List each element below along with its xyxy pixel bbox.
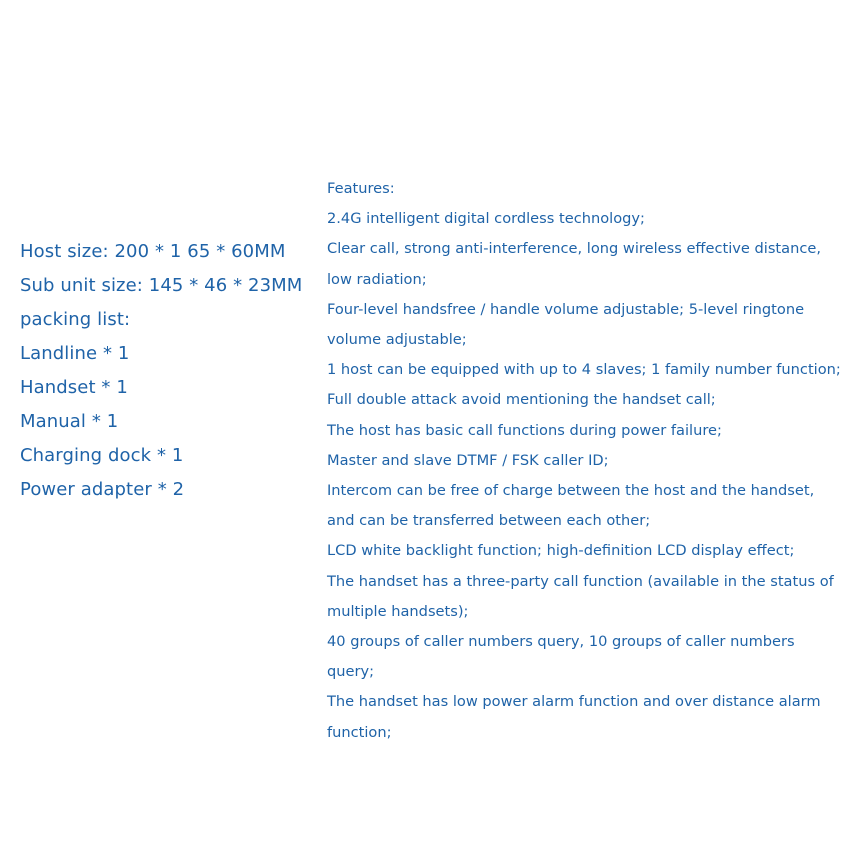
- feature-line: Intercom can be free of charge between the host and the handset, and can be transferred between each other;: [327, 482, 815, 530]
- feature-line: Four-level handsfree / handle volume adjustable; 5-level ringtone volume adjustable;: [327, 300, 805, 349]
- feature-line: Full double attack avoid mentioning the handset call;: [327, 391, 716, 409]
- packing-item: Power adapter * 2: [20, 479, 185, 500]
- packing-item: Landline * 1: [20, 343, 130, 364]
- specs-panel: [20, 235, 310, 507]
- feature-line: 40 groups of caller numbers query, 10 groups of caller numbers query;: [327, 633, 795, 681]
- packing-list-title: packing list:: [20, 309, 131, 330]
- packing-item: Charging dock * 1: [20, 445, 184, 466]
- feature-line: 1 host can be equipped with up to 4 slaves; 1 family number function;: [327, 361, 841, 379]
- feature-line: Clear call, strong anti-interference, long wireless effective distance, low radiation;: [327, 240, 821, 288]
- features-title: Features:: [327, 180, 395, 197]
- feature-line: The host has basic call functions during power failure;: [327, 421, 722, 439]
- features-panel: [327, 174, 842, 748]
- feature-line: LCD white backlight function; high-definition LCD display effect;: [327, 542, 795, 560]
- feature-line: Master and slave DTMF / FSK caller ID;: [327, 451, 609, 469]
- feature-line: The handset has low power alarm function and over distance alarm function;: [327, 693, 821, 741]
- packing-item: Manual * 1: [20, 411, 119, 432]
- packing-item: Handset * 1: [20, 377, 128, 398]
- feature-line: 2.4G intelligent digital cordless technology;: [327, 210, 645, 228]
- feature-line: The handset has a three-party call function (available in the status of multiple handsets);: [327, 572, 834, 620]
- host-size: Host size: 200 * 1 65 * 60MM: [20, 241, 286, 262]
- sub-unit-size: Sub unit size: 145 * 46 * 23MM: [20, 275, 303, 296]
